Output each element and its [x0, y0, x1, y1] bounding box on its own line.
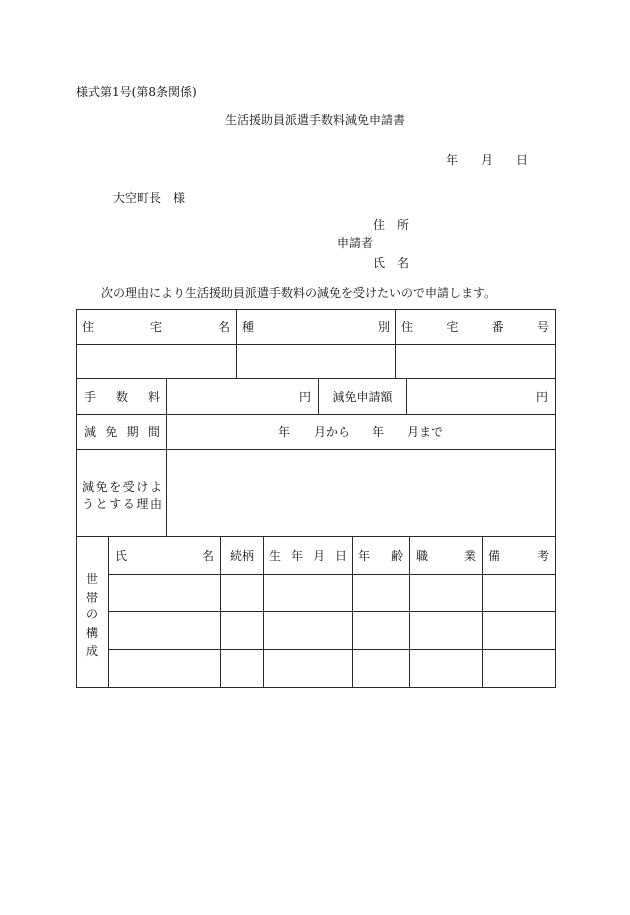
member-age-header: 年 齢 [358, 548, 403, 563]
member-birthdate-header: 生 年 月 日 [269, 548, 347, 563]
housing-name-header: 住 宅 名 [82, 320, 230, 334]
member-occupation-header: 職 業 [416, 548, 476, 563]
member-name-header: 氏 名 [115, 548, 214, 563]
housing-name-field[interactable] [77, 345, 236, 378]
housing-number-header: 住 宅 番 号 [401, 320, 549, 334]
fee-field[interactable] [167, 379, 318, 414]
intro-text: 次の理由により生活援助員派遣手数料の減免を受けたいので申請します。 [101, 286, 497, 300]
period-label: 減 免 期 間 [84, 425, 160, 439]
member-relation-header: 続柄 [229, 548, 254, 563]
period-year-to: 年 [372, 425, 385, 439]
applicant-name-label: 氏 名 [373, 256, 410, 270]
reduction-yen: 円 [535, 389, 548, 404]
table-border-right [555, 309, 556, 688]
applicant-address-label: 住 所 [373, 218, 410, 232]
reduction-amount-field[interactable] [407, 379, 555, 414]
applicant-label: 申請者 [337, 236, 374, 250]
date-day: 日 [516, 153, 529, 167]
member-row[interactable] [109, 650, 555, 687]
table-border-bottom [76, 687, 556, 688]
reason-label: 減 免 を 受 け よ う と す る 理 由 [82, 480, 162, 511]
date-year: 年 [446, 153, 459, 167]
period-month-to: 月まで [407, 425, 444, 439]
date-month: 月 [481, 153, 494, 167]
member-row[interactable] [109, 575, 555, 611]
reduction-amount-label: 減免申請額 [332, 389, 393, 404]
period-month-from: 月から [314, 425, 351, 439]
type-header: 種 別 [242, 320, 390, 334]
addressee: 大空町長 様 [113, 191, 186, 205]
period-field[interactable] [167, 415, 555, 449]
fee-label: 手 数 料 [84, 389, 160, 404]
form-title: 生活援助員派遣手数料減免申請書 [224, 113, 405, 127]
fee-yen: 円 [298, 389, 311, 404]
member-row[interactable] [109, 612, 555, 649]
period-year-from: 年 [278, 425, 291, 439]
housing-number-field[interactable] [396, 345, 555, 378]
form-number: 様式第1号(第8条関係) [76, 85, 197, 99]
type-field[interactable] [237, 345, 395, 378]
member-remarks-header: 備 考 [488, 548, 549, 563]
reason-field[interactable] [167, 450, 555, 536]
